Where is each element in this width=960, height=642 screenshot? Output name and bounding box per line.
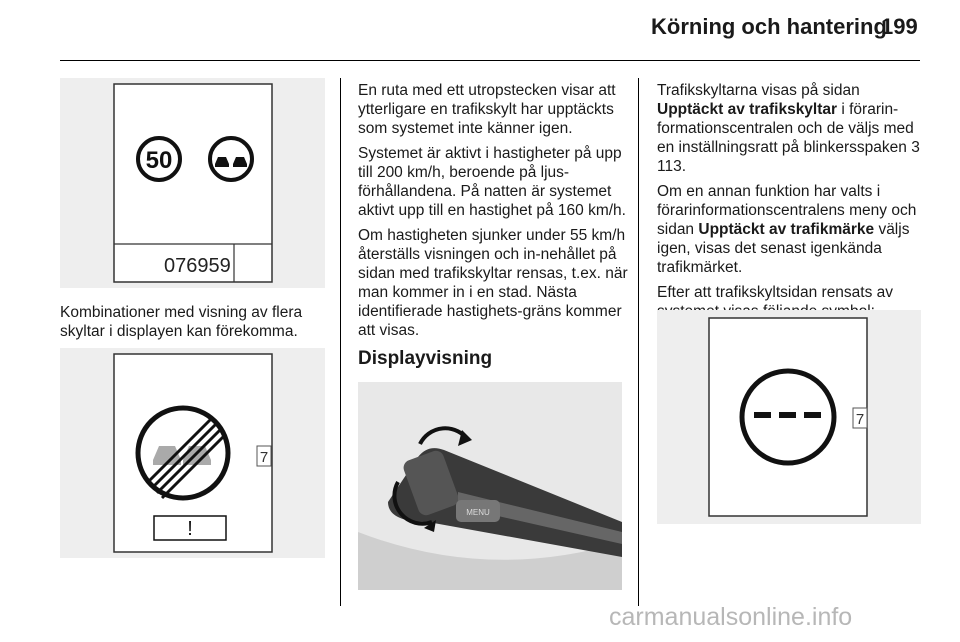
paragraph: Systemet är aktivt i hastigheter på upp till 200 km/h, beroende på ljus-förhållandena. På natten är systemet aktivt upp till en hastighet på 160 km/h. [358, 145, 626, 219]
column-divider-left [340, 78, 341, 606]
section-heading: Displayvisning [358, 348, 493, 369]
sign-code: 076959 [164, 255, 231, 277]
no-sign-detected-icon [742, 371, 834, 463]
unknown-sign-exclamation: ! [187, 518, 193, 540]
paragraph: En ruta med ett utropstecken visar att ytterligare en trafikskylt har upptäckts som systemet inte känner igen. [358, 82, 616, 137]
figure-speed-sign-display [60, 78, 325, 288]
paragraph: Trafikskyltarna visas på sidan Upptäckt av trafikskyltar i förarin-formationscentralen och de väljs med en inställningsratt på blinkersspaken 3 113. [657, 82, 920, 175]
end-of-no-overtaking-sign-icon [138, 408, 228, 498]
column-3-text [657, 81, 925, 327]
turn-signal-lever-icon [388, 448, 622, 557]
no-overtaking-sign-icon [210, 138, 252, 180]
column-2-text [358, 81, 628, 346]
paragraph: Om en annan funktion har valts i förarinformationscentralens meny och sidan Upptäckt av trafikmärke väljs igen, visas det senast igenkända trafikmärket. [657, 183, 917, 276]
menu-button-label: MENU [466, 508, 490, 517]
page-indicator: 7 [855, 411, 865, 428]
header-divider [60, 60, 920, 61]
chapter-title: Körning och hantering [651, 14, 887, 39]
watermark: carmanualsonline.info [609, 603, 853, 631]
figure-caption: Kombinationer med visning av flera skyltar i displayen kan förekomma. [60, 304, 303, 340]
page-indicator: 7 [259, 449, 269, 466]
column-divider-right [638, 78, 639, 606]
figure-turn-signal-lever [358, 382, 622, 590]
figure-cleared-sign-display [657, 310, 921, 524]
paragraph: Om hastigheten sjunker under 55 km/h återställs visningen och in-nehållet på sidan med trafikskyltar rensas, t.ex. när man kommer in i en stad. Nästa identifierade hastighets-gräns kommer att visas. [358, 227, 628, 339]
page-number: 199 [881, 14, 918, 39]
figure-end-of-restriction-display [60, 348, 325, 558]
paragraph: Efter att trafikskyltsidan rensats av [657, 284, 894, 301]
speed-limit-value: 50 [145, 147, 173, 174]
